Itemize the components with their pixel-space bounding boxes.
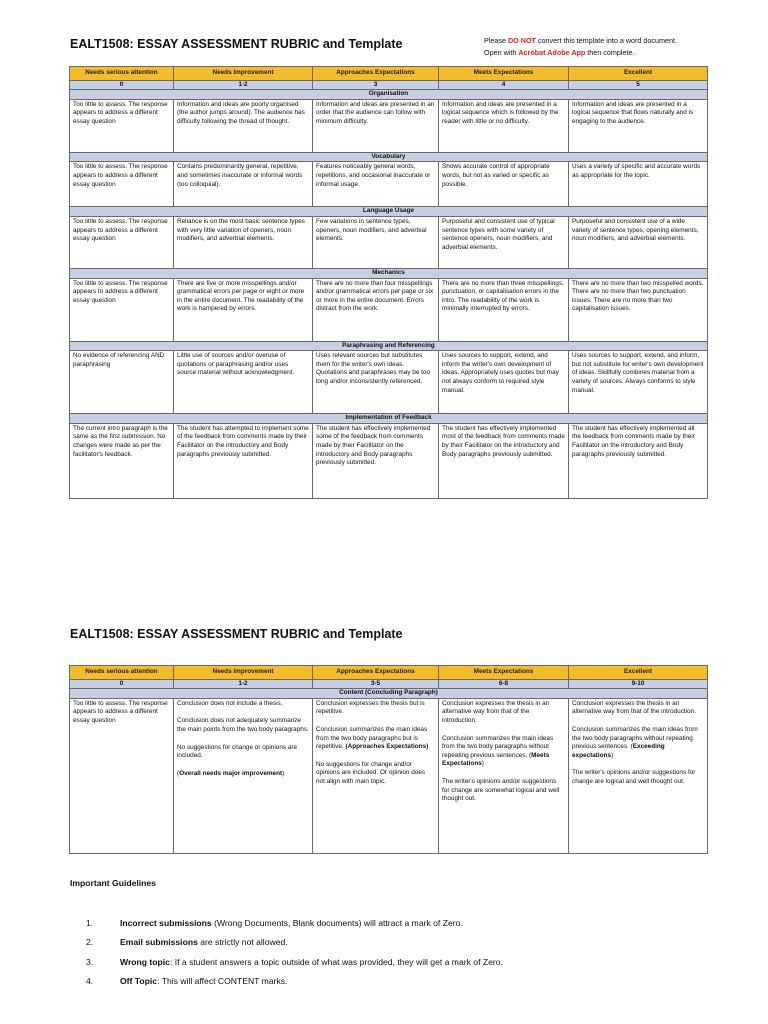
guideline-number: 4. <box>86 976 94 987</box>
criteria-text: Conclusion summarizes the main ideas from the two body paragraphs without repeating previous sentences. ( <box>572 725 698 751</box>
criteria-cell: Shows accurate control of appropriate words, but not as varied or specific as possible. <box>439 162 569 207</box>
criteria-text: Conclusion does not include a thesis. <box>177 699 283 707</box>
guideline-bold: Wrong topic <box>120 956 170 967</box>
section-title: Paraphrasing and Referencing <box>70 341 708 351</box>
criteria-rating-label: Overall needs major improvement <box>179 769 283 777</box>
criteria-cell: Information and ideas are presented in a logical sequence which is followed by the reader with little or no difficulty. <box>439 99 569 152</box>
guideline-text <box>120 918 463 928</box>
score-cell: 6-8 <box>439 679 569 689</box>
criteria-cell: The current intro paragraph is the same as the first submission. No changes were made as per the facilitator's feedback. <box>70 423 174 498</box>
criteria-row-organisation <box>70 99 708 152</box>
guideline-text <box>120 976 287 986</box>
notice-line-1 <box>484 35 677 47</box>
criteria-row-mechanics <box>70 278 708 341</box>
header-row <box>70 67 708 81</box>
criteria-text: Conclusion expresses the thesis but is repetitive. <box>316 699 425 716</box>
criteria-text: ) <box>481 760 484 768</box>
section-title: Organisation <box>70 90 708 100</box>
criteria-cell: There are no more than three misspellings, punctuation, or capitalisation errors in the intro. The readability of the work is minimally interrupted by errors. <box>439 278 569 341</box>
criteria-text: ) <box>282 769 285 777</box>
criteria-text: Conclusion summarizes the main ideas from the two body paragraphs but is repetitive. <box>316 725 428 751</box>
section-title: Language Usage <box>70 207 708 217</box>
criteria-cell: Too little to assess. The response appears to address a different essay question <box>70 216 174 268</box>
section-row-implementation-feedback <box>70 414 708 424</box>
section-title: Content (Concluding Paragraph) <box>70 689 708 699</box>
criteria-cell <box>439 698 569 853</box>
criteria-text-with-rating <box>442 735 565 769</box>
criteria-cell: Reliance is on the most basic sentence types with very little variation of openers, noun modifiers, and adverbial elements. <box>174 216 313 268</box>
criteria-cell: The student has effectively implemented some of the feedback from comments made by their Facilitator on the introductory and Body paragraphs previously submitted. <box>313 423 439 498</box>
page-2-title: EALT1508: ESSAY ASSESSMENT RUBRIC and Template <box>70 627 403 641</box>
header-cell: Meets Expectations <box>439 666 569 680</box>
criteria-text: No suggestions for change or opinions are included. <box>177 743 298 760</box>
section-title: Mechanics <box>70 268 708 278</box>
criteria-text: Too little to assess. The response appears to address a different essay question <box>73 699 168 724</box>
score-cell: 0 <box>70 80 174 90</box>
criteria-row-content <box>70 698 708 853</box>
criteria-cell: Too little to assess. The response appears to address a different essay question <box>70 99 174 152</box>
notice-text: convert this template into a word document. <box>535 36 677 45</box>
guideline-number: 1. <box>86 918 94 928</box>
guideline-bold: Email submissions <box>120 937 198 948</box>
section-row-mechanics <box>70 268 708 278</box>
score-row <box>70 679 708 689</box>
criteria-text: Conclusion expresses the thesis in an alternative way from that of the introduction. <box>442 699 550 724</box>
score-cell: 9-10 <box>569 679 708 689</box>
guideline-bold: Incorrect submissions <box>120 918 212 928</box>
rubric-table-2 <box>69 665 708 854</box>
header-cell: Approaches Expectations <box>313 67 439 81</box>
section-row-content <box>70 689 708 699</box>
criteria-cell: Information and ideas are poorly organised (the author jumps around). The audience has difficulty following the thread of thought. <box>174 99 313 152</box>
guideline-number: 2. <box>86 937 94 948</box>
criteria-row-implementation-feedback <box>70 423 708 498</box>
header-cell: Needs serious attention <box>70 666 174 680</box>
criteria-cell <box>313 698 439 853</box>
criteria-cell: Uses sources to support, extend, and inform the writer's own development of ideas. Appropriately uses quotes but may not always conform to required style manual. <box>439 351 569 414</box>
guideline-body: : This will affect CONTENT marks. <box>157 976 288 987</box>
guideline-body: : If a student answers a topic outside of what was provided, they will get a mark of Zero. <box>169 956 503 967</box>
notice-line-2 <box>484 47 677 59</box>
header-cell: Meets Expectations <box>439 67 569 81</box>
criteria-text-with-rating <box>316 726 435 752</box>
score-row <box>70 80 708 90</box>
criteria-text-with-rating <box>572 726 704 760</box>
criteria-rating-label: (Approaches Expectations) <box>345 743 429 751</box>
guideline-body: are strictly not allowed. <box>197 937 288 948</box>
criteria-cell: Too little to assess. The response appears to address a different essay question <box>70 162 174 207</box>
notice-text: Open with <box>484 48 519 57</box>
header-cell: Excellent <box>569 666 708 680</box>
criteria-cell: Uses relevant sources but substitutes them for the writer's own ideas. Quotations and paraphrases may be too long and/or inconsistently referenced. <box>313 351 439 414</box>
criteria-text: ( <box>177 769 180 777</box>
header-cell: Approaches Expectations <box>313 666 439 680</box>
score-cell: 5 <box>569 80 708 90</box>
section-row-paraphrasing-referencing <box>70 341 708 351</box>
criteria-cell: Purposeful and consistent use of typical sentence types with some variety of sentence openers, noun modifiers, and adverbial elements. <box>439 216 569 268</box>
guideline-text <box>120 937 288 947</box>
criteria-cell: Uses sources to support, extend, and inform, but not substitute for writer's own development of ideas. Skillfully combines material from a variety of sources. Always conforms to style manual. <box>569 351 708 414</box>
criteria-cell: There are no more than four misspellings and/or grammatical errors per page or six or more in the entire document. Errors distract from the work. <box>313 278 439 341</box>
criteria-cell: There are five or more misspellings and/or grammatical errors per page or eight or more in the entire document. The readability of the work is hampered by errors. <box>174 278 313 341</box>
criteria-cell <box>569 698 708 853</box>
criteria-text: The writer's opinions and/or suggestions for change are somewhat logical and well thought out. <box>442 777 560 803</box>
criteria-row-language-usage <box>70 216 708 268</box>
criteria-cell: The student has effectively implemented most of the feedback from comments made by their Facilitator on the introductory and Body paragraphs previously submitted. <box>439 423 569 498</box>
section-row-organisation <box>70 90 708 100</box>
criteria-text: Conclusion expresses the thesis in an alternative way from that of the introduction. <box>572 699 696 716</box>
criteria-rating-note <box>177 770 309 779</box>
rubric-table-1 <box>69 66 708 499</box>
conversion-notice <box>484 35 677 59</box>
criteria-text: Conclusion does not adequately summarize the main points from the two body paragraphs. <box>177 717 309 733</box>
criteria-text: The writer's opinions and/or suggestions for change are logical and well thought out. <box>572 769 696 785</box>
criteria-cell: Contains predominantly general, repetitive, and sometimes inaccurate or informal words (too colloquial). <box>174 162 313 207</box>
section-title: Implementation of Feedback <box>70 414 708 424</box>
criteria-cell: The student has effectively implemented all the feedback from comments made by their Facilitator on the introductory and Body paragraphs previously submitted. <box>569 423 708 498</box>
notice-warning-red: DO NOT <box>507 36 536 45</box>
criteria-cell: No evidence of referencing AND paraphrasing <box>70 351 174 414</box>
guideline-number: 3. <box>86 956 94 967</box>
notice-text: then complete. <box>585 48 635 57</box>
criteria-cell <box>70 698 174 853</box>
criteria-row-vocabulary <box>70 162 708 207</box>
criteria-rating-label: Exceeding expectations <box>572 743 665 759</box>
score-cell: 0 <box>70 679 174 689</box>
notice-app-name: Acrobat Adobe App <box>518 48 586 57</box>
criteria-cell: Features noticeably general words, repetitions, and occasional inaccurate or informal usage. <box>313 162 439 207</box>
score-cell: 3 <box>313 80 439 90</box>
section-title: Vocabulary <box>70 152 708 162</box>
section-row-language-usage <box>70 207 708 217</box>
guidelines-heading: Important Guidelines <box>70 878 156 888</box>
header-cell: Needs serious attention <box>70 67 174 81</box>
criteria-cell: There are no more than two misspelled words. There are no more than two punctuation issues. There are no more than two capitalisation issues. <box>569 278 708 341</box>
guideline-text <box>120 957 503 967</box>
criteria-cell: Information and ideas are presented in an order that the audience can follow with minimum difficulty. <box>313 99 439 152</box>
criteria-cell: Purposeful and consistent use of a wide variety of sentence types, opening elements, noun modifiers, and adverbial elements. <box>569 216 708 268</box>
score-cell: 1-2 <box>174 80 313 90</box>
criteria-cell: Few variations in sentence types, openers, noun modifiers, and adverbial elements. <box>313 216 439 268</box>
criteria-text: Conclusion summarizes the main ideas from the two body paragraphs without repeating previous sentences. ( <box>442 734 554 759</box>
criteria-rating-label: Meets Expectations <box>442 751 550 768</box>
score-cell: 1-2 <box>174 679 313 689</box>
criteria-cell: Too little to assess. The response appears to address a different essay question <box>70 278 174 341</box>
page-1-title: EALT1508: ESSAY ASSESSMENT RUBRIC and Template <box>70 37 403 51</box>
criteria-cell: The student has attempted to implement some of the feedback from comments made by their Facilitator on the introductory and Body paragraphs previously submitted. <box>174 423 313 498</box>
header-cell: Needs Improvement <box>174 666 313 680</box>
guideline-bold: Off Topic <box>120 976 158 987</box>
criteria-cell: Information and ideas are presented in a logical sequence that flows naturally and is engaging to the audience. <box>569 99 708 152</box>
criteria-cell: Uses a variety of specific and accurate words as appropriate for the topic. <box>569 162 708 207</box>
criteria-row-paraphrasing-referencing <box>70 351 708 414</box>
criteria-cell <box>174 698 313 853</box>
guideline-body: (Wrong Documents, Blank documents) will attract a mark of Zero. <box>211 918 463 928</box>
score-cell: 4 <box>439 80 569 90</box>
criteria-text: No suggestions for change and/or opinions are included. Or opinion does not align with main topic. <box>316 760 426 785</box>
notice-text: Please <box>484 36 508 45</box>
criteria-cell: Little use of sources and/or overuse of quotations or paraphrasing and/or uses source material without acknowledgment. <box>174 351 313 414</box>
header-row <box>70 666 708 680</box>
section-row-vocabulary <box>70 152 708 162</box>
header-cell: Excellent <box>569 67 708 81</box>
criteria-text: ) <box>611 751 614 759</box>
header-cell: Needs Improvement <box>174 67 313 81</box>
score-cell: 3-5 <box>313 679 439 689</box>
